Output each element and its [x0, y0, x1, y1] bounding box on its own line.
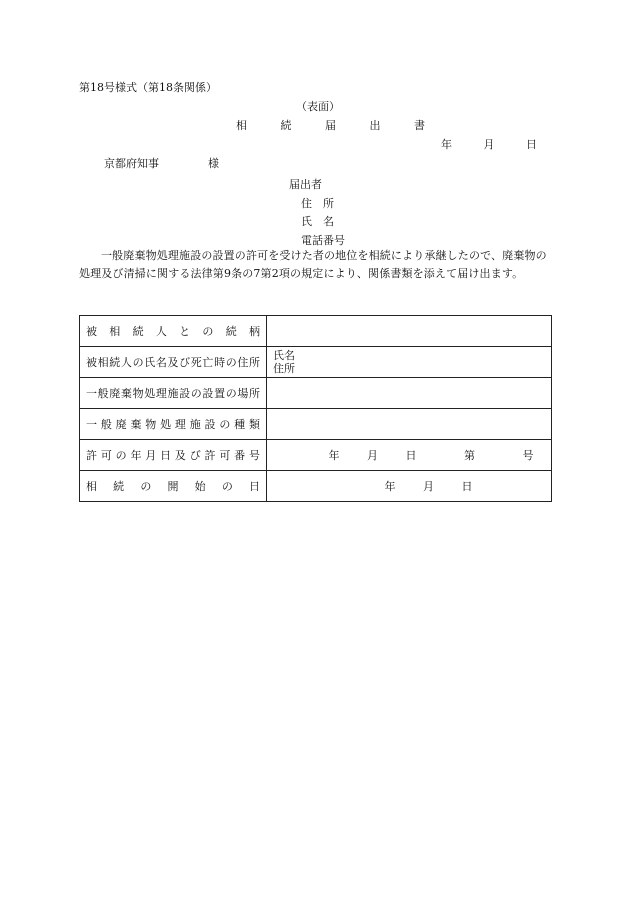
start-year: 年 — [384, 479, 396, 493]
document-title — [236, 119, 425, 133]
table-row — [80, 409, 552, 440]
row-label: 許可の年月日及び許可番号 — [80, 440, 267, 471]
title-char: 書 — [414, 119, 425, 132]
applicant-address-label: 住 所 — [301, 196, 334, 210]
applicant-block — [289, 176, 345, 250]
notification-table — [79, 315, 552, 502]
title-char: 届 — [325, 119, 336, 132]
date-month: 月 — [483, 138, 495, 151]
face-label: （表面） — [296, 100, 340, 113]
permit-day: 日 — [405, 448, 417, 462]
permit-go: 号 — [522, 448, 534, 462]
relationship-field[interactable] — [267, 316, 552, 347]
title-char: 相 — [236, 119, 247, 132]
table-row — [80, 378, 552, 409]
addressee: 京都府知事 — [104, 157, 159, 170]
form-number: 第18号様式（第18条関係） — [79, 81, 217, 94]
row-label: 被相続人との続柄 — [80, 316, 267, 347]
start-month: 月 — [423, 479, 434, 493]
table-row — [80, 316, 552, 347]
deceased-info-field[interactable] — [267, 347, 552, 378]
applicant-heading: 届出者 — [289, 178, 322, 191]
submission-date — [441, 138, 537, 152]
permit-dai: 第 — [464, 448, 475, 462]
deceased-name-label: 氏名 — [273, 349, 295, 362]
title-char: 出 — [369, 119, 381, 132]
title-char: 続 — [280, 119, 292, 132]
row-label: 一般廃棄物処理施設の設置の場所 — [80, 378, 267, 409]
applicant-name-label: 氏 名 — [301, 215, 334, 228]
row-label: 相続の開始の日 — [80, 471, 267, 502]
honorific: 様 — [208, 157, 219, 170]
table-row — [80, 471, 552, 502]
facility-location-field[interactable] — [267, 378, 552, 409]
row-label: 被相続人の氏名及び死亡時の住所 — [80, 347, 267, 378]
deceased-address-label: 住所 — [273, 362, 295, 375]
row-label: 一般廃棄物処理施設の種類 — [80, 409, 267, 440]
table-row — [80, 347, 552, 378]
permit-date-number-field[interactable] — [267, 440, 552, 471]
permit-month: 月 — [367, 448, 378, 462]
inheritance-start-date-field[interactable] — [267, 471, 552, 502]
permit-year: 年 — [328, 448, 340, 462]
date-year: 年 — [441, 138, 452, 151]
start-day: 日 — [461, 479, 473, 493]
date-day: 日 — [526, 138, 537, 151]
body-text: 一般廃棄物処理施設の設置の許可を受けた者の地位を相続により承継したので、廃棄物の処理及び清掃に関する法律第9条の7第2項の規定により、関係書類を添えて届け出ます。 — [79, 249, 547, 280]
table-row — [80, 440, 552, 471]
applicant-phone-label: 電話番号 — [301, 233, 345, 247]
facility-type-field[interactable] — [267, 409, 552, 440]
